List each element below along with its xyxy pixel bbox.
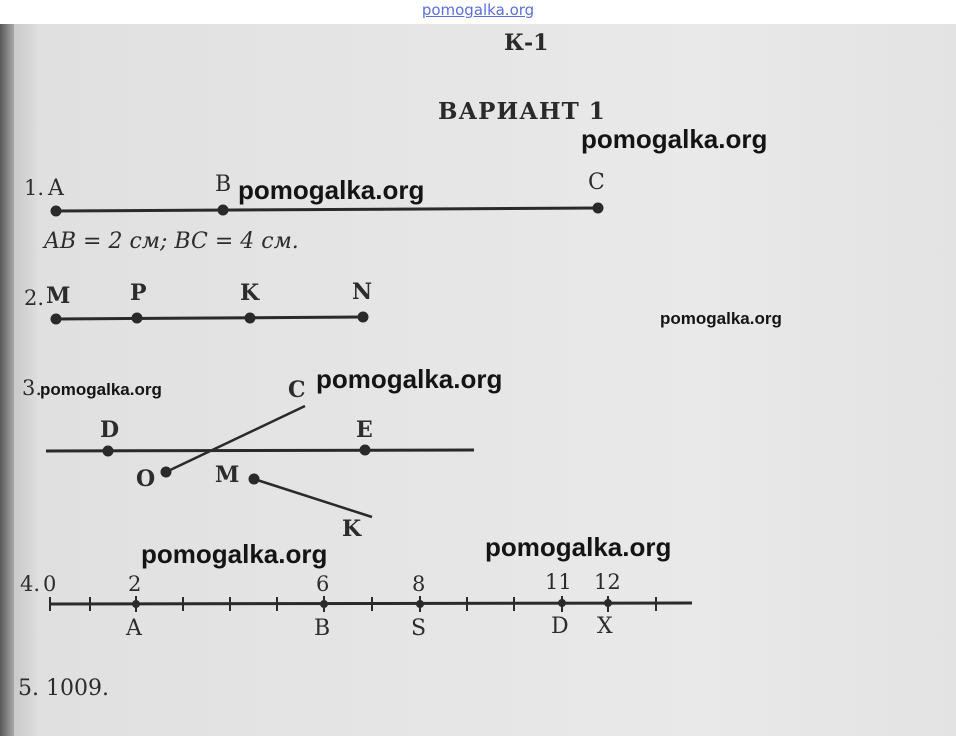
task4-label-x: X <box>597 614 613 639</box>
task1-number: 1. <box>24 176 45 200</box>
watermark: pomogalka.org <box>660 309 782 328</box>
watermark: pomogalka.org <box>316 364 503 394</box>
task4-label-b: B <box>314 616 331 641</box>
task3-label-k: K <box>342 516 362 542</box>
task4-scale-2: 2 <box>128 572 142 596</box>
task4-label-d: D <box>551 614 569 639</box>
watermark: pomogalka.org <box>141 539 328 569</box>
task2-number: 2. <box>24 286 45 310</box>
task2-label-p: P <box>130 280 147 306</box>
task1-label-b: B <box>215 172 232 197</box>
task2-label-k: K <box>240 280 260 306</box>
task3-label-m: M <box>215 462 240 488</box>
task4-scale-8: 8 <box>412 572 426 596</box>
task4-label-s: S <box>411 616 427 641</box>
watermark: pomogalka.org <box>238 175 425 205</box>
task3-label-d: D <box>100 417 120 443</box>
task3-label-c: C <box>288 377 306 403</box>
task3-label-o: O <box>136 466 156 492</box>
task2-label-m: M <box>46 283 71 309</box>
task5-answer: 5. 1009. <box>18 676 109 701</box>
task3-point-m <box>249 474 259 484</box>
task4-label-a: A <box>126 616 142 641</box>
task1-segment-ac <box>56 208 598 211</box>
task4-scale-12: 12 <box>594 570 621 594</box>
task1-point-b <box>218 205 228 215</box>
task4-scale-6: 6 <box>316 572 330 596</box>
task1-answer: AB = 2 см; BC = 4 см. <box>44 229 299 254</box>
task1-point-a <box>51 206 61 216</box>
task2-point-n <box>358 312 368 322</box>
watermark: pomogalka.org <box>485 532 672 562</box>
task2-point-m <box>51 314 61 324</box>
task4-number: 4. <box>20 572 41 596</box>
work-code: К-1 <box>504 30 549 56</box>
task3-number: 3. <box>22 376 43 400</box>
task2-segment-mn <box>56 317 363 319</box>
task4-scale-0: 0 <box>43 572 57 596</box>
task3-point-e <box>360 445 370 455</box>
task3-segment-mk <box>254 479 372 517</box>
task4-scale-11: 11 <box>545 570 572 594</box>
header-watermark-link[interactable]: pomogalka.org <box>421 1 535 19</box>
task2-point-k <box>245 313 255 323</box>
task1-label-c: C <box>588 170 605 195</box>
variant-title: ВАРИАНТ 1 <box>438 98 606 125</box>
watermark: pomogalka.org <box>581 124 768 154</box>
task3-point-o <box>161 467 171 477</box>
task3-label-e: E <box>356 417 373 443</box>
task3-point-d <box>103 446 113 456</box>
task2-point-p <box>132 313 142 323</box>
task1-point-c <box>593 203 603 213</box>
task2-label-n: N <box>352 279 373 305</box>
task1-label-a: A <box>48 176 64 201</box>
watermark: pomogalka.org <box>40 380 162 399</box>
